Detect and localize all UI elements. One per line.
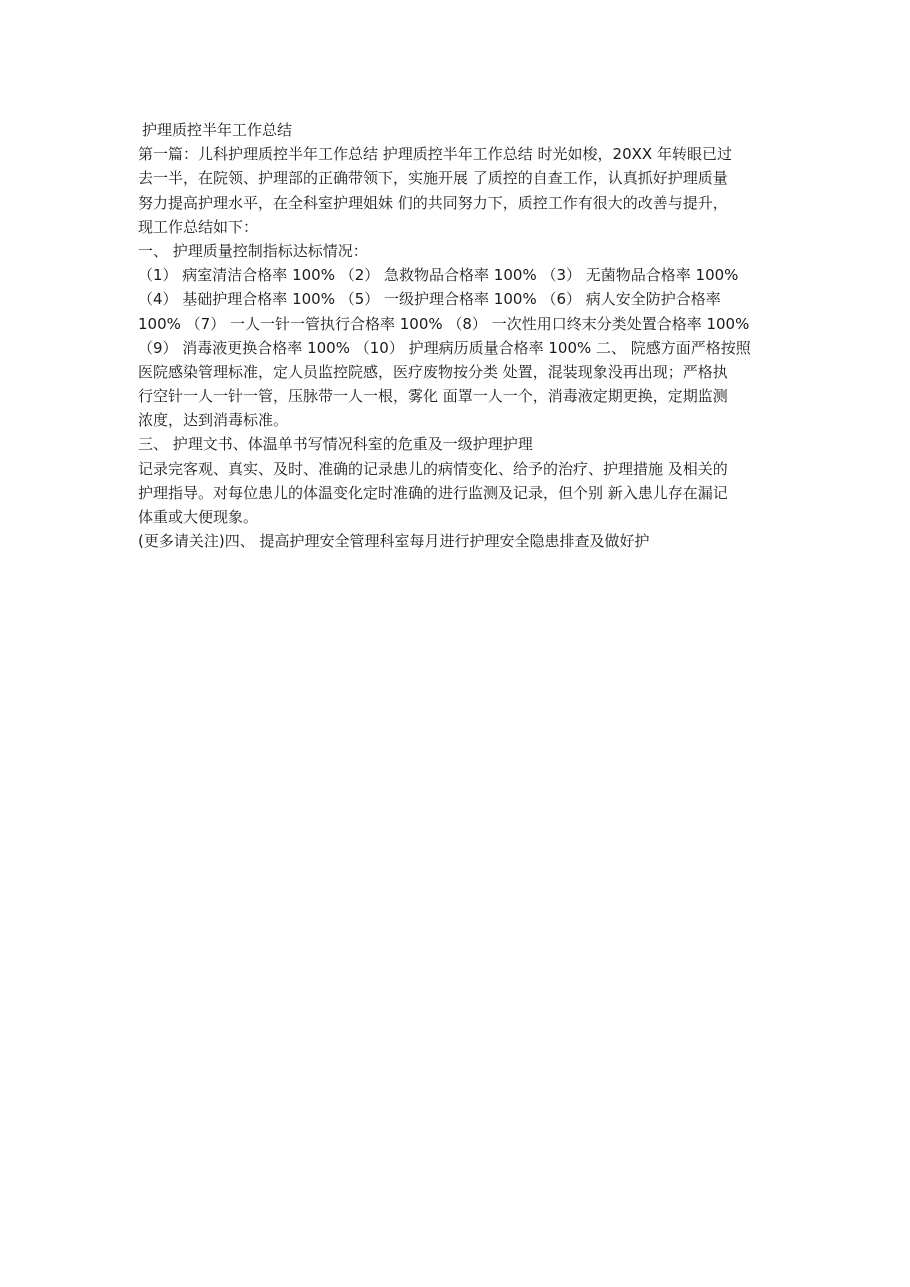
paragraph-line: 浓度，达到消毒标准。 xyxy=(138,411,289,430)
paragraph-line: (更多请关注)四、 提高护理安全管理科室每月进行护理安全隐患排查及做好护 xyxy=(138,532,650,551)
section-heading: 一、 护理质量控制指标达标情况： xyxy=(138,241,368,260)
section-heading: 三、 护理文书、体温单书写情况科室的危重及一级护理护理 xyxy=(138,435,533,454)
paragraph-line: 100% （7） 一人一针一管执行合格率 100% （8） 一次性用口终末分类处置合格率 100% xyxy=(138,314,750,333)
paragraph-line: 体重或大便现象。 xyxy=(138,508,259,526)
document-body xyxy=(138,118,778,553)
paragraph-line: 去一半，在院领、护理部的正确带领下，实施开展 了质控的自查工作，认真抓好护理质量 xyxy=(138,169,728,188)
paragraph-line: 医院感染管理标准，定人员监控院感，医疗废物按分类 处置，混装现象没再出现；严格执 xyxy=(138,362,728,381)
document-title: 护理质控半年工作总结 xyxy=(142,121,293,139)
paragraph-line: 行空针一人一针一管，压脉带一人一根，雾化 面罩一人一个，消毒液定期更换，定期监测 xyxy=(138,387,728,406)
paragraph-line: 现工作总结如下： xyxy=(138,217,259,236)
paragraph-line: 第一篇：儿科护理质控半年工作总结 护理质控半年工作总结 时光如梭，20XX 年转眼已过 xyxy=(138,145,732,164)
paragraph-line: 护理指导。对每位患儿的体温变化定时准确的进行监测及记录，但个别 新入患儿存在漏记 xyxy=(138,483,728,502)
paragraph-line: （4） 基础护理合格率 100% （5） 一级护理合格率 100% （6） 病人安全防护合格率 xyxy=(138,290,721,309)
paragraph-line: （1） 病室清洁合格率 100% （2） 急救物品合格率 100% （3） 无菌物品合格率 100% xyxy=(138,266,739,285)
paragraph-line: 记录完客观、真实、及时、准确的记录患儿的病情变化、给予的治疗、护理措施 及相关的 xyxy=(138,459,728,478)
paragraph-line: 努力提高护理水平，在全科室护理姐妹 们的共同努力下，质控工作有很大的改善与提升， xyxy=(138,193,728,212)
paragraph-line: （9） 消毒液更换合格率 100% （10） 护理病历质量合格率 100% 二、 院感方面严格按照 xyxy=(138,338,751,357)
